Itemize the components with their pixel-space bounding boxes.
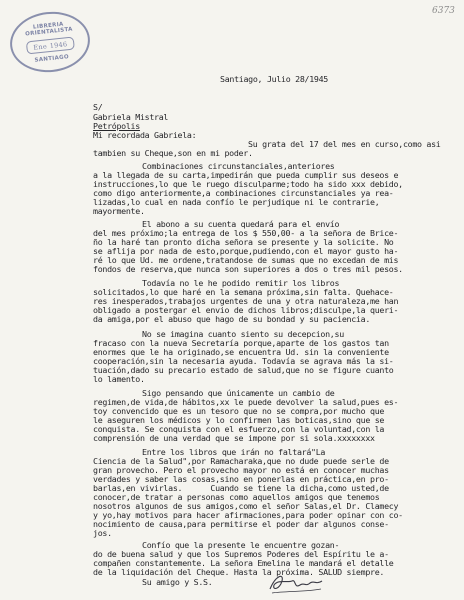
body-line: de la liquidación del Cheque. Hasta la próxima. SALUD siempre.	[93, 567, 385, 577]
body-line: ré lo que Ud. me ordene,tratandose de sumas que no excedan de mis	[93, 255, 399, 265]
body-line: cooperación,sin la necesaria ayuda. Todavía se agrava más la si-	[93, 356, 394, 366]
body-line: El abono a su cuenta quedará para el envío	[142, 219, 340, 229]
body-line: nocimiento de causa,para permitirse el poder dar algunos conse-	[93, 519, 389, 529]
stamp-date-box	[26, 37, 75, 55]
body-line: Su grata del 17 del mes en curso,como asi	[248, 139, 441, 149]
body-line: tuación,dado su precario estado de salud,que no se figure cuanto	[93, 365, 394, 375]
stamp-date: 1946	[49, 40, 68, 51]
body-line: como digo anteriormente,a combinaciones circunstanciales ya rea-	[93, 188, 394, 198]
body-line: barlas,en vivirlas. Cuando se tiene la dicha,como usted,de	[93, 483, 389, 493]
body-line: lo lamento.	[93, 374, 145, 384]
stamp-city: SANTIAGO	[34, 54, 70, 64]
greeting: Mi recordada Gabriela:	[93, 130, 197, 140]
body-line: fondos de reserva,que nunca son superiores a dos o tres mil pesos.	[93, 264, 403, 274]
body-line: verdades y saber las cosas,sino en ponerlas en práctica,en pro-	[93, 474, 389, 484]
body-line: conquista. Se conquista con el esfuerzo,con la voluntad,con la	[93, 424, 385, 434]
body-line: y yo,hay motivos para hacer afirmaciones,para poder opinar con co-	[93, 510, 403, 520]
stamp-day: Ene	[33, 42, 48, 52]
body-line: Entre los libros que irán no faltará"La	[142, 447, 326, 457]
body-line: comprensión de una verdad que se impone por si sola.xxxxxxxx	[93, 433, 375, 443]
body-line: regimen,de vida,de hábitos,xx le puede devolver la salud,pues es-	[93, 397, 399, 407]
body-line: Todavía no le he podido remitir los libros	[142, 278, 340, 288]
recipient-city: Petrópolis	[93, 121, 140, 131]
body-line: le aseguren los médicos y lo confirmen las boticas,sino que se	[93, 415, 385, 425]
body-line: instrucciones,lo que le ruego disculparme;todo ha sido xxx debido,	[93, 179, 403, 189]
body-line: Sigo pensando que únicamente un cambio de	[142, 388, 335, 398]
body-line: jos.	[93, 528, 112, 538]
body-line: do de buena salud y que los Supremos Poderes del Espíritu le a-	[93, 549, 389, 559]
body-line: res inesperados,trabajos urgentes de una y otra naturaleza,me han	[93, 296, 399, 306]
body-line: tambien su Cheque,son en mi poder.	[93, 148, 253, 158]
body-line: conocer,de tratar a personas como aquellos amigos que tenemos	[93, 492, 380, 502]
body-line: enormes que le ha originado,se encuentra Ud. sin la conveniente	[93, 347, 389, 357]
body-line: mayormente.	[93, 206, 145, 216]
catalog-number: 6373	[432, 6, 455, 16]
body-line: lizadas,lo cual en nada confío le perjudique ni le contrarie,	[93, 197, 380, 207]
body-line: del mes próximo;la entrega de los $ 550,00- a la señora de Brice-	[93, 228, 399, 238]
handwritten-signature	[266, 569, 326, 599]
body-line: da amiga,por el abuso que hago de su bondad y su paciencia.	[93, 314, 371, 324]
recipient-name: Gabriela Mistral	[93, 112, 169, 122]
stamp-library-name: LIBRERIA ORIENTALISTA	[24, 21, 73, 38]
body-line: se aflija por nada de esto,porque,pudiendo,con el mayor gusto ha-	[93, 246, 399, 256]
body-line: Ciencia de la Salud",por Ramacharaka,que no dude puede serle de	[93, 456, 389, 466]
library-stamp	[7, 8, 93, 76]
body-line: a la llegada de su carta,impedirán que pueda cumplir sus deseos e	[93, 170, 399, 180]
body-line: compañen constantemente. La señora Emelina le mandará el detalle	[93, 558, 394, 568]
body-line: No se imagina cuanto siento su decepcion,su	[142, 329, 344, 339]
body-line: nosotros algunos de sus amigos,como el señor Salas,el Dr. Clamecy	[93, 501, 399, 511]
body-line: Confío que la presente le encuentre gozan-	[142, 540, 340, 550]
body-line: obligado a postergar el envio de dichos libros;disculpe,la queri-	[93, 305, 399, 315]
body-line: fracaso con la nueva Secretaría porque,aparte de los gastos tan	[93, 338, 389, 348]
body-line: solicitados,lo que haré en la semana próxima,sin falta. Quehace-	[93, 287, 394, 297]
body-line: toy convencido que es un tesoro que no se compra,por mucho que	[93, 406, 385, 416]
body-line: ño la haré tan pronto dicha señora se presente y la solicite. No	[93, 237, 394, 247]
dateline: Santiago, Julio 28/1945	[220, 74, 328, 84]
body-line: Combinaciones circunstanciales,anteriores	[142, 161, 335, 171]
salutation-prefix: S/	[93, 102, 103, 112]
body-line: Su amigo y S.S.	[142, 577, 213, 587]
body-line: gran provecho. Pero el provecho mayor no está en conocer muchas	[93, 465, 389, 475]
